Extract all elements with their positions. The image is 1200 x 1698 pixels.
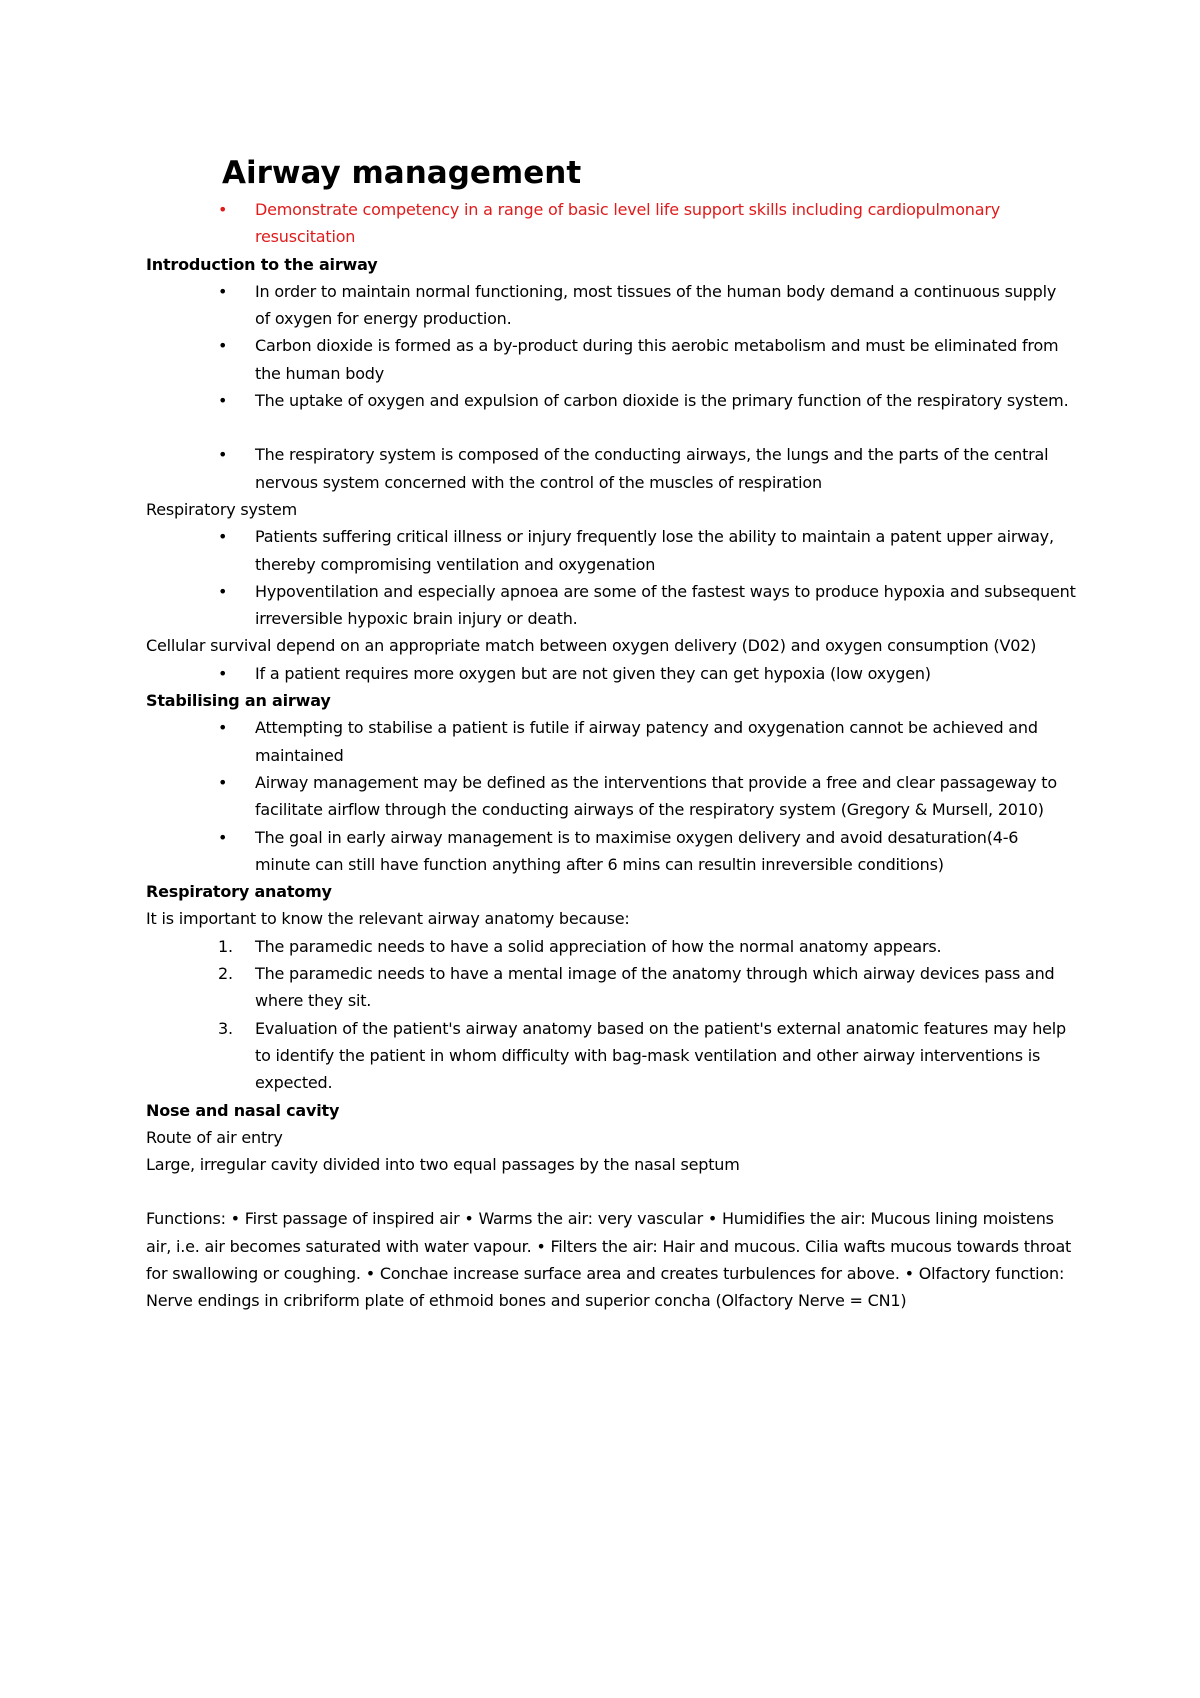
anatomy-intro: It is important to know the relevant airway anatomy because:: [146, 909, 630, 929]
nose-line-cavity: Large, irregular cavity divided into two equal passages by the nasal septum: [146, 1155, 740, 1175]
bullet-icon: •: [218, 718, 228, 738]
section-heading-anatomy: Respiratory anatomy: [146, 882, 332, 902]
item-number: 2.: [218, 964, 233, 984]
numbered-item: [146, 1015, 1076, 1097]
bullet-icon: •: [218, 200, 228, 219]
list-item-text: The goal in early airway management is to maximise oxygen delivery and avoid desaturation(4-6 minute can still have function anything after 6 mins can resultin inreversible conditions): [255, 827, 1019, 874]
nose-line-route: Route of air entry: [146, 1127, 283, 1147]
section-heading-introduction: Introduction to the airway: [146, 254, 378, 274]
bullet-icon: •: [218, 391, 228, 411]
blank-line: [146, 414, 1076, 441]
list-item-text: The respiratory system is composed of the conducting airways, the lungs and the parts of the central nervous system concerned with the control of the muscles of respiration: [255, 445, 1049, 492]
list-item-text: Patients suffering critical illness or injury frequently lose the ability to maintain a patent upper airway, thereby compromising ventilation and oxygenation: [255, 527, 1054, 574]
numbered-item-text: The paramedic needs to have a mental image of the anatomy through which airway devices pass and where they sit.: [255, 964, 1055, 1011]
bullet-icon: •: [218, 827, 228, 847]
bullet-icon: •: [218, 336, 228, 356]
item-number: 1.: [218, 936, 233, 956]
bullet-icon: •: [218, 663, 228, 683]
list-item: [146, 578, 1076, 633]
list-item: [146, 278, 1076, 333]
respiratory-list: [146, 523, 1076, 632]
page-title: Airway management: [222, 155, 582, 191]
functions-paragraph: Functions: • First passage of inspired air • Warms the air: very vascular • Humidifies the air: Mucous lining moistens air, i.e. air becomes saturated with water vapour. • Filters the air: Hair and mucous. Cilia wafts mucous towards throat for swallowing or coughing. • Conchae increase surface area and creates turbulences for above. • Olfactory function: Nerve endings in cribriform plate of ethmoid bones and superior concha (Olfactory Nerve = CN1): [146, 1209, 1072, 1311]
bullet-icon: •: [218, 581, 228, 601]
anatomy-numbered-list: [146, 933, 1076, 1097]
outcome-item: [146, 196, 1076, 251]
numbered-item-text: Evaluation of the patient's airway anatomy based on the patient's external anatomic features may help to identify the patient in whom difficulty with bag-mask ventilation and other airway interventions is expected.: [255, 1018, 1067, 1093]
stabilising-list: [146, 714, 1076, 878]
cellular-survival-paragraph: Cellular survival depend on an appropriate match between oxygen delivery (D02) and oxygen consumption (V02): [146, 636, 1037, 656]
list-item-text: Airway management may be defined as the interventions that provide a free and clear passageway to facilitate airflow through the conducting airways of the respiratory system (Gregory & Mursell, 2010): [255, 772, 1057, 820]
blank-line: [146, 1178, 1076, 1205]
respiratory-system-label: Respiratory system: [146, 499, 298, 519]
list-item-text: Carbon dioxide is formed as a by-product during this aerobic metabolism and must be eliminated from the human body: [255, 336, 1059, 383]
list-item: [146, 714, 1076, 769]
list-item: [146, 523, 1076, 578]
outcome-list: [146, 196, 1076, 251]
section-heading-stabilising: Stabilising an airway: [146, 691, 331, 711]
intro-list-continued: [146, 441, 1076, 496]
list-item-text: If a patient requires more oxygen but are not given they can get hypoxia (low oxygen): [255, 663, 931, 683]
list-item: [146, 660, 1076, 687]
list-item-text: Hypoventilation and especially apnoea are some of the fastest ways to produce hypoxia and subsequent irreversible hypoxic brain injury or death.: [255, 581, 1076, 629]
document-body: [146, 150, 1076, 1315]
list-item: [146, 769, 1076, 824]
bullet-icon: •: [218, 772, 228, 792]
section-heading-nose: Nose and nasal cavity: [146, 1100, 340, 1120]
list-item: [146, 441, 1076, 496]
numbered-item: [146, 960, 1076, 1015]
item-number: 3.: [218, 1018, 233, 1038]
cellular-list: [146, 660, 1076, 687]
list-item: [146, 387, 1076, 414]
bullet-icon: •: [218, 281, 228, 301]
list-item-text: Attempting to stabilise a patient is futile if airway patency and oxygenation cannot be achieved and maintained: [255, 718, 1038, 765]
list-item-text: In order to maintain normal functioning, most tissues of the human body demand a continuous supply of oxygen for energy production.: [255, 281, 1057, 329]
outcome-text: Demonstrate competency in a range of basic level life support skills including cardiopulmonary resuscitation: [255, 200, 1000, 247]
numbered-item-text: The paramedic needs to have a solid appreciation of how the normal anatomy appears.: [255, 936, 942, 956]
list-item: [146, 332, 1076, 387]
intro-list: [146, 278, 1076, 414]
bullet-icon: •: [218, 445, 228, 465]
list-item-text: The uptake of oxygen and expulsion of carbon dioxide is the primary function of the respiratory system.: [255, 391, 1069, 411]
list-item: [146, 824, 1076, 879]
bullet-icon: •: [218, 527, 228, 547]
numbered-item: [146, 933, 1076, 960]
